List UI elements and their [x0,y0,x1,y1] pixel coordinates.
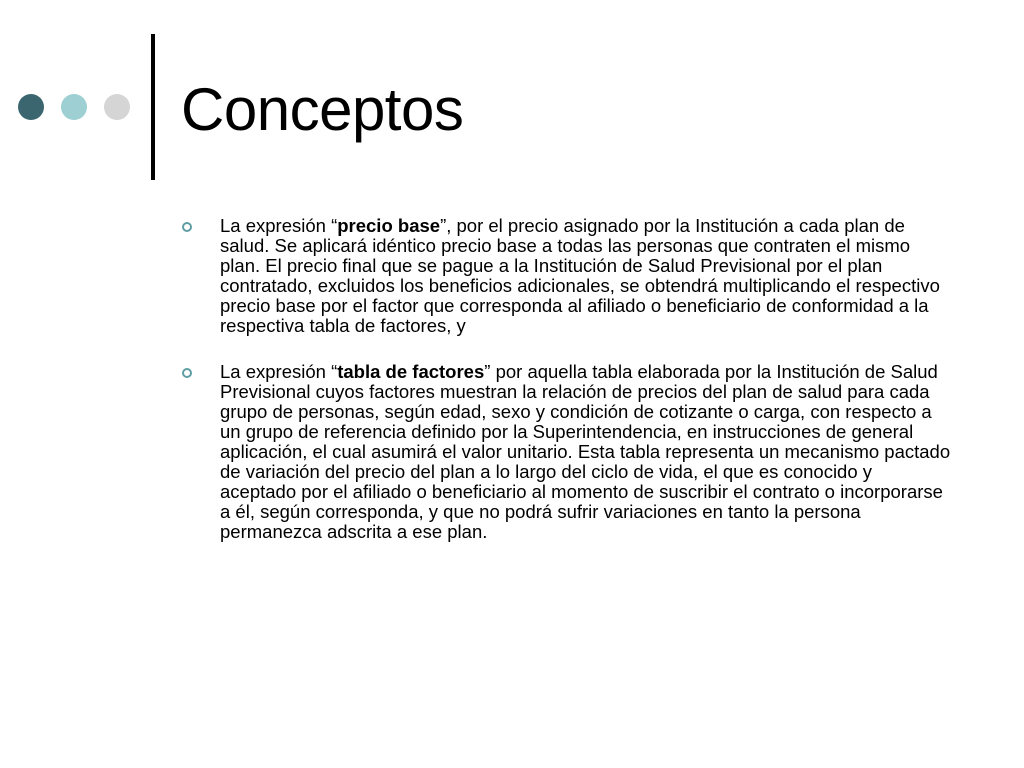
bullet-item-precio-base [182,216,952,336]
light-teal-dot-icon [61,94,87,120]
bullet-text: La expresión “precio base”, por el precio asignado por la Institución a cada plan de salud. Se aplicará idéntico precio base a todas las personas que contraten el mismo plan. El precio final que se pague a la Institución de Salud Previsional por el plan contratado, excluidos los beneficios adicionales, se obtendrá multiplicando el respectivo precio base por el factor que corresponda al afiliado o beneficiario de conformidad a la respectiva tabla de factores, y [220,215,940,336]
hollow-circle-bullet-icon [182,368,192,378]
bullet-list [182,216,952,542]
decorative-dots [18,94,130,120]
bold-term: precio base [337,215,441,236]
bullet-item-tabla-de-factores [182,362,952,542]
dark-teal-dot-icon [18,94,44,120]
gray-dot-icon [104,94,130,120]
hollow-circle-bullet-icon [182,222,192,232]
bold-term: tabla de factores [337,361,485,382]
bullet-text: La expresión “tabla de factores” por aquella tabla elaborada por la Institución de Salud Previsional cuyos factores muestran la relación de precios del plan de salud para cada grupo de personas, según edad, sexo y condición de cotizante o carga, con respecto a un grupo de referencia definido por la Superintendencia, en instrucciones de general aplicación, el cual asumirá el valor unitario. Esta tabla representa un mecanismo pactado de variación del precio del plan a lo largo del ciclo de vida, el que es conocido y aceptado por el afiliado o beneficiario al momento de suscribir el contrato o incorporarse a él, según corresponda, y que no podrá sufrir variaciones en tanto la persona permanezca adscrita a ese plan. [220,361,951,542]
slide-title: Conceptos [181,76,464,143]
title-divider [151,34,155,180]
